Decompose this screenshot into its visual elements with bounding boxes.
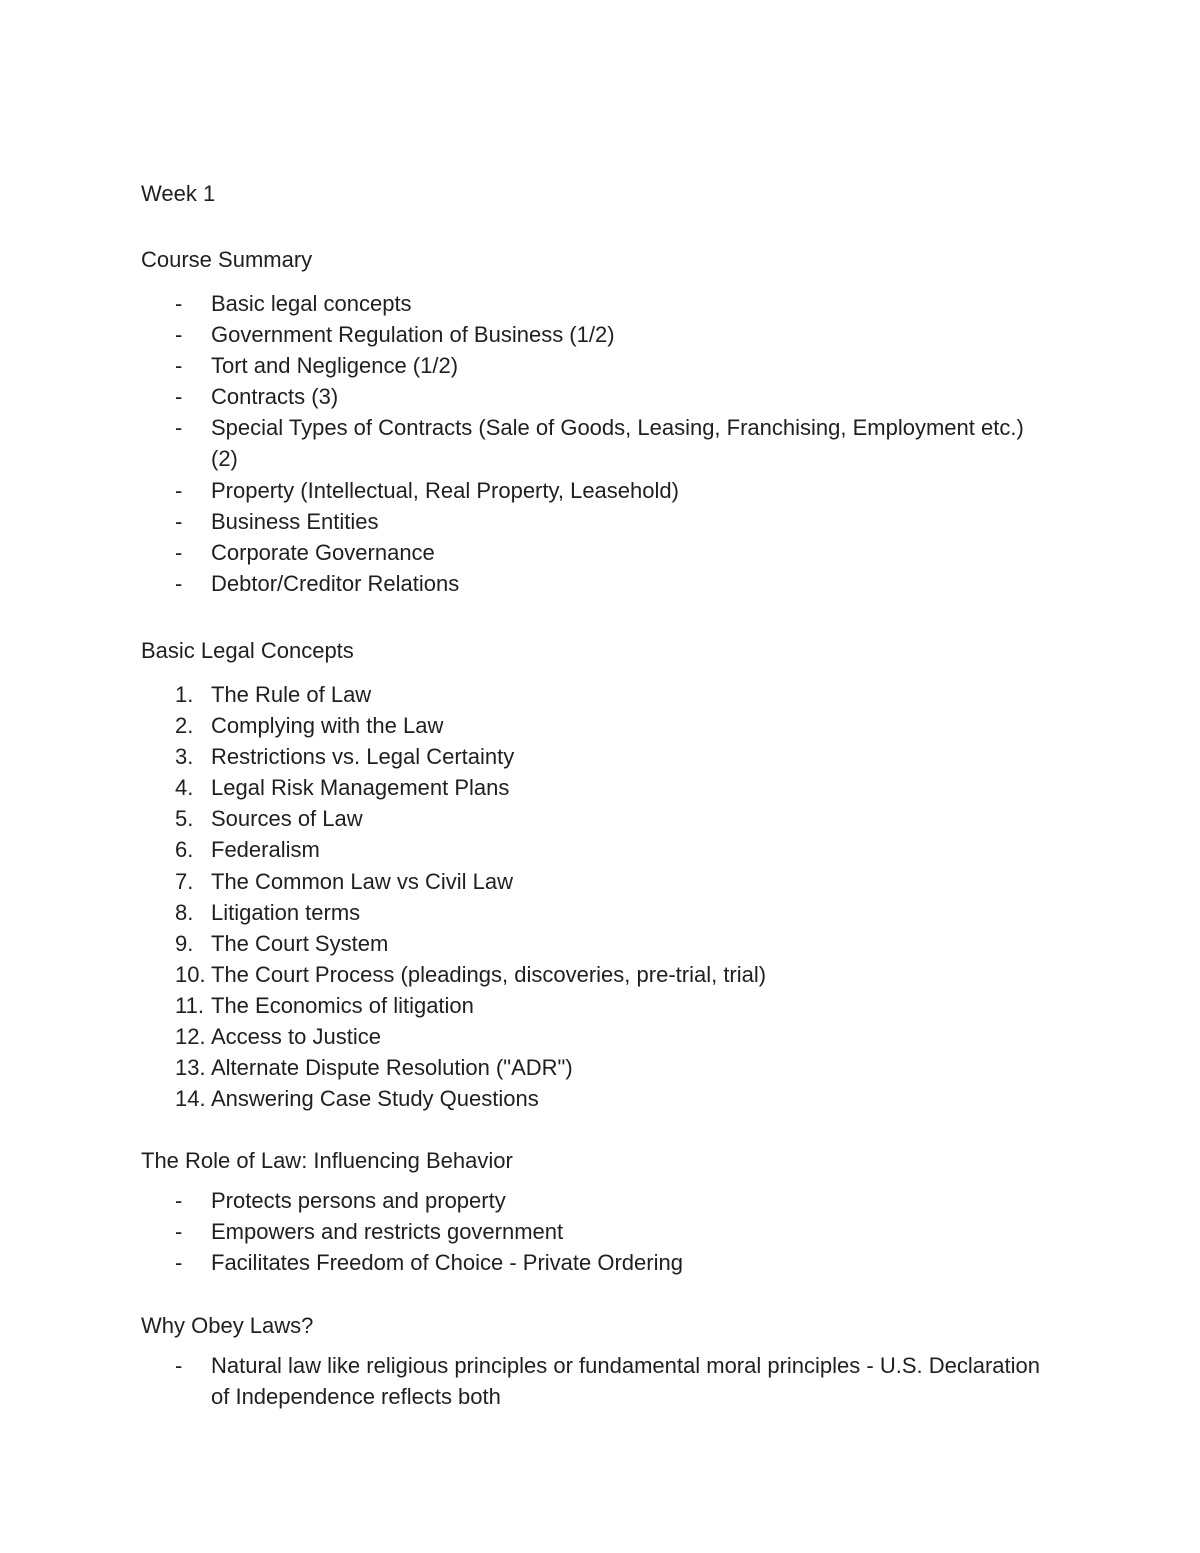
list-item: - Government Regulation of Business (1/2) — [141, 319, 1041, 350]
number-marker: 13. — [175, 1055, 206, 1081]
list-item: 3. Restrictions vs. Legal Certainty — [141, 741, 1041, 772]
course-summary-list — [141, 288, 1041, 599]
number-marker: 3. — [175, 744, 194, 770]
week-title: Week 1 — [141, 181, 216, 206]
bullet-marker: - — [175, 1250, 183, 1276]
number-marker: 9. — [175, 930, 194, 956]
list-item: - Tort and Negligence (1/2) — [141, 350, 1041, 381]
list-item: 11. The Economics of litigation — [141, 990, 1041, 1021]
section-heading-basic-legal-concepts: Basic Legal Concepts — [141, 637, 354, 663]
bullet-marker: - — [175, 384, 183, 410]
bullet-marker: - — [175, 1219, 183, 1245]
number-marker: 4. — [175, 775, 194, 801]
bullet-marker: - — [175, 508, 183, 534]
list-item: - Debtor/Creditor Relations — [141, 568, 1041, 599]
number-marker: 8. — [175, 899, 194, 925]
list-item: - Empowers and restricts government — [141, 1216, 1041, 1247]
bullet-marker: - — [175, 1188, 183, 1214]
list-item: - Contracts (3) — [141, 381, 1041, 412]
number-marker: 12. — [175, 1023, 206, 1049]
basic-legal-concepts-list — [141, 679, 1041, 1114]
list-item: 1. The Rule of Law — [141, 679, 1041, 710]
list-item: 13. Alternate Dispute Resolution ("ADR") — [141, 1052, 1041, 1083]
list-item: - Basic legal concepts — [141, 288, 1041, 319]
list-item: 9. The Court System — [141, 928, 1041, 959]
list-item: 6. Federalism — [141, 834, 1041, 865]
list-item: 12. Access to Justice — [141, 1021, 1041, 1052]
list-item: - Natural law like religious principles or fundamental moral principles - U.S. Declaration of Independence reflects both — [141, 1350, 1041, 1412]
section-heading-course-summary: Course Summary — [141, 247, 313, 272]
bullet-marker: - — [175, 539, 183, 565]
list-item: 8. Litigation terms — [141, 897, 1041, 928]
section-heading-why-obey-laws: Why Obey Laws? — [141, 1312, 314, 1338]
list-item: 10. The Court Process (pleadings, discoveries, pre-trial, trial) — [141, 959, 1041, 990]
bullet-marker: - — [175, 1352, 183, 1378]
list-item: - Property (Intellectual, Real Property, Leasehold) — [141, 475, 1041, 506]
list-item: 4. Legal Risk Management Plans — [141, 772, 1041, 803]
list-item: - Protects persons and property — [141, 1185, 1041, 1216]
bullet-marker: - — [175, 322, 183, 348]
bullet-marker: - — [175, 477, 183, 503]
number-marker: 7. — [175, 868, 194, 894]
number-marker: 5. — [175, 806, 194, 832]
bullet-marker: - — [175, 415, 183, 441]
list-item: - Business Entities — [141, 506, 1041, 537]
number-marker: 2. — [175, 713, 194, 739]
number-marker: 10. — [175, 961, 206, 987]
number-marker: 14. — [175, 1086, 206, 1112]
list-item: 2. Complying with the Law — [141, 710, 1041, 741]
bullet-marker: - — [175, 353, 183, 379]
list-item: - Special Types of Contracts (Sale of Goods, Leasing, Franchising, Employment etc.) (2) — [141, 412, 1041, 474]
list-item: 14. Answering Case Study Questions — [141, 1083, 1041, 1114]
document-page — [141, 178, 1041, 1412]
list-item: - Facilitates Freedom of Choice - Private Ordering — [141, 1247, 1041, 1278]
number-marker: 1. — [175, 681, 194, 707]
number-marker: 6. — [175, 837, 194, 863]
why-obey-laws-list — [141, 1350, 1041, 1412]
number-marker: 11. — [175, 992, 204, 1018]
list-item: - Corporate Governance — [141, 537, 1041, 568]
bullet-marker: - — [175, 570, 183, 596]
list-item: 7. The Common Law vs Civil Law — [141, 866, 1041, 897]
role-of-law-list — [141, 1185, 1041, 1278]
list-item: 5. Sources of Law — [141, 803, 1041, 834]
section-heading-role-of-law: The Role of Law: Influencing Behavior — [141, 1148, 513, 1174]
bullet-marker: - — [175, 291, 183, 316]
